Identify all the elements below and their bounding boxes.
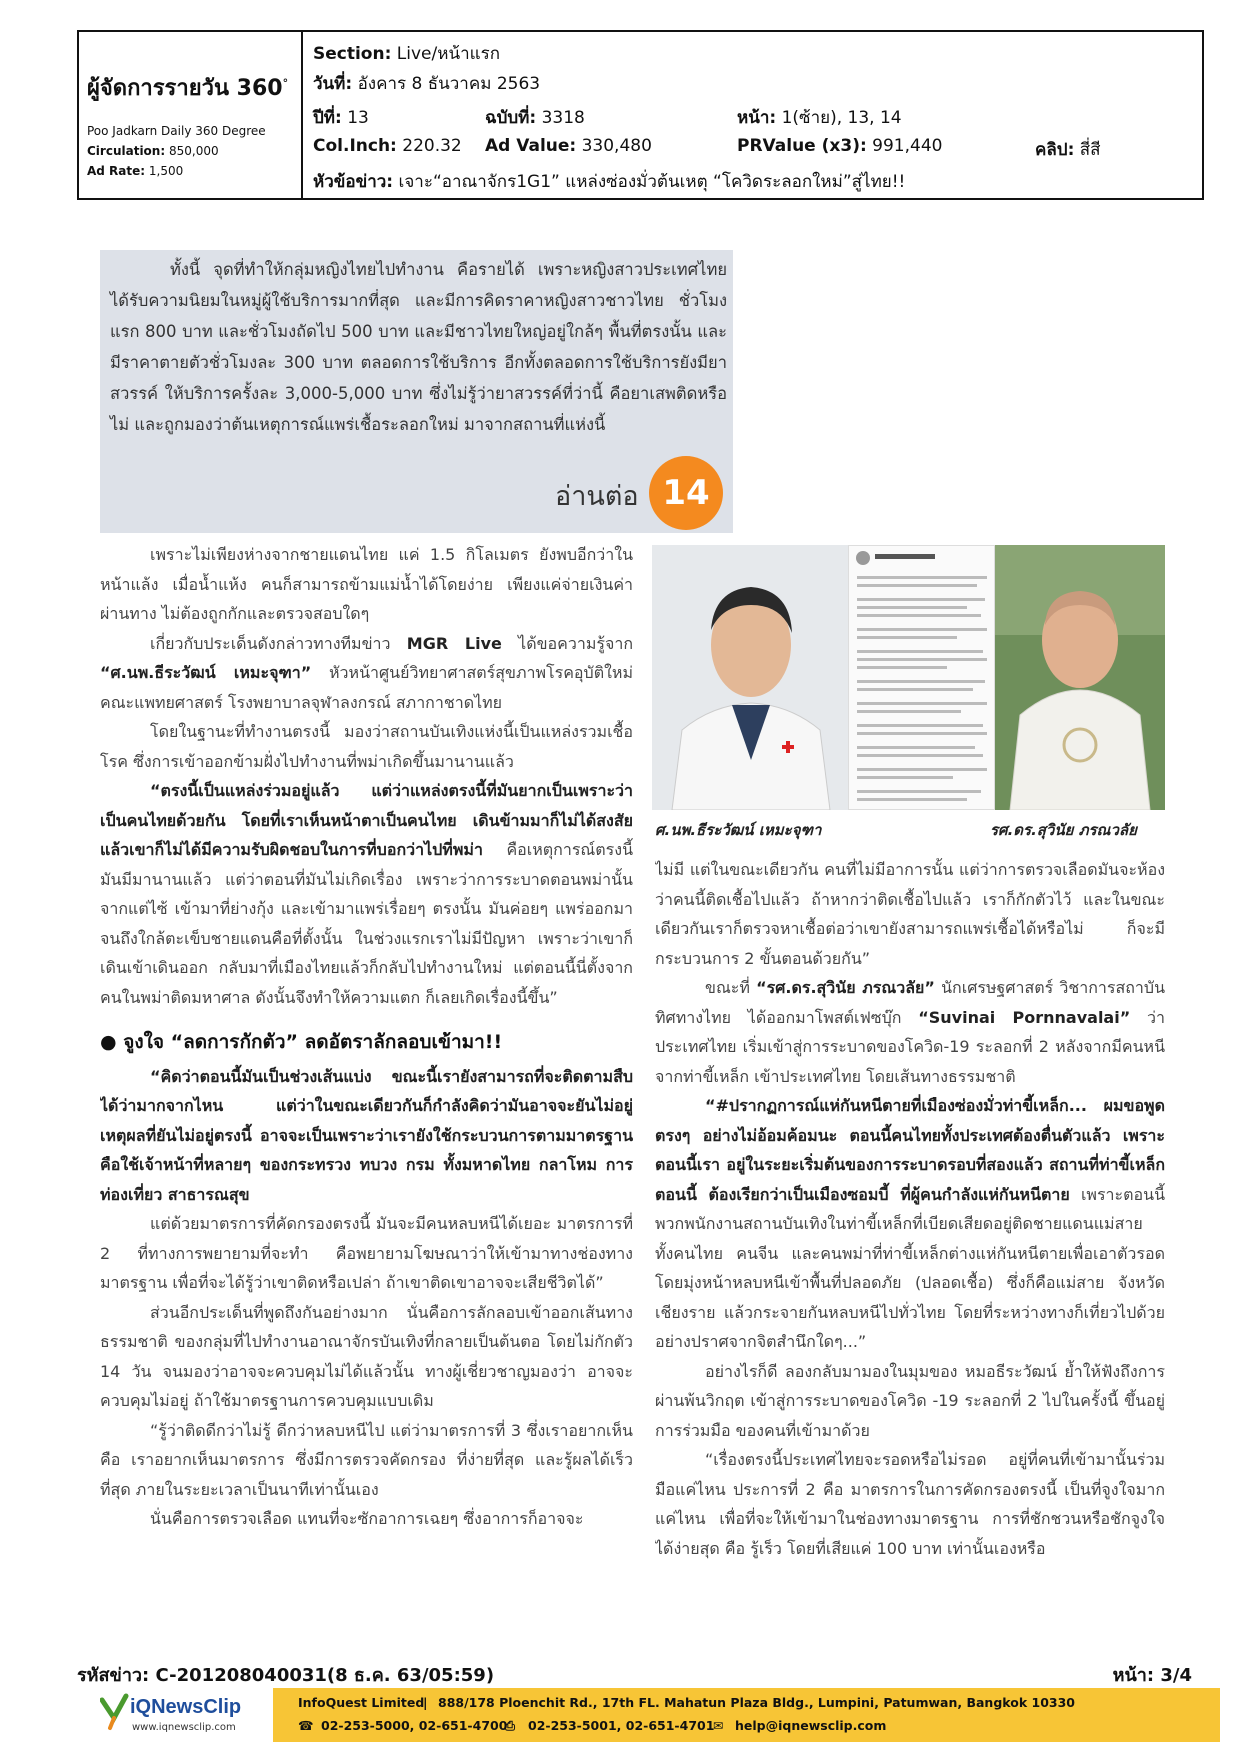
pr-value — [737, 136, 942, 156]
paragraph-text: เกี่ยวกับประเด็นดังกล่าวทางทีมข่าว — [150, 633, 391, 653]
economist-photo — [995, 545, 1165, 810]
quote-paragraph — [100, 776, 633, 1012]
headline — [313, 168, 905, 195]
paragraph: ส่วนอีกประเด็นที่พูดถึงกันอย่างมาก นั่นคือการลักลอบเข้าออกเส้นทางธรรมชาติ ของกลุ่มที่ไปทำงานอาณาจักรบันเทิงที่กลายเป็นต้นตอ โดยไม่กักตัว 14 วัน จนมองว่าอาจจะควบคุมไม่ได้แล้วนั้น ทางผู้เชี่ยวชาญมองว่า อาจจะควบคุมไม่อยู่ ถ้าใช้มาตรฐานการควบคุมแบบเดิม — [100, 1302, 633, 1410]
year — [313, 104, 369, 131]
email-address[interactable]: help@iqnewsclip.com — [735, 1718, 887, 1733]
mgr-live-name: MGR Live — [406, 633, 502, 653]
read-more-page-badge: 14 — [649, 456, 723, 530]
publication-degree-mark: ° — [282, 76, 289, 90]
news-code — [77, 1660, 494, 1689]
clip-metadata — [305, 32, 1202, 198]
paragraph — [655, 973, 1165, 1091]
paragraph — [100, 629, 633, 718]
paragraph-text: ได้ขอความรู้จาก — [518, 633, 633, 653]
economist-name: “รศ.ดร.สุวินัย ภรณวลัย” — [756, 978, 935, 997]
col-inch — [313, 136, 462, 156]
ad-rate-value: 1,500 — [148, 164, 184, 178]
section-label: Section: — [313, 44, 392, 64]
page-label: หน้า: — [737, 108, 777, 128]
paragraph-text: ขณะที่ — [705, 978, 750, 997]
footer-contact-bar — [273, 1688, 1220, 1742]
clip-type-label: คลิป: — [1035, 140, 1075, 160]
teaser-text: ทั้งนี้ จุดที่ทำให้กลุ่มหญิงไทยไปทำงาน คือรายได้ เพราะหญิงสาวประเทศไทย ได้รับความนิยมในหมู่ผู้ใช้บริการมากที่สุด และมีการคิดราคาหญิงสาวชาวไทย ชั่วโมงแรก 800 บาท และชั่วโมงถัดไป 500 บาท และมีชาวไทยใหญ่อยู่ใกล้ๆ พื้นที่ตรงนั้น และมีราคาตายตัวชั่วโมงละ 300 บาท ตลอดการใช้บริการ อีกทั้งตลอดการใช้บริการยังมียาสวรรค์ ให้บริการครั้งละ 3,000-5,000 บาท ซึ่งไม่รู้ว่ายาสวรรค์ที่ว่านี้ คือยาเสพติดหรือไม่ และถูกมองว่าต้นเหตุการณ์แพร่เชื้อระลอกใหม่ มาจากสถานที่แห่งนี้ — [110, 260, 727, 434]
issue-label: ฉบับที่: — [485, 108, 537, 128]
ad-value-value: 330,480 — [581, 136, 652, 156]
paragraph: โดยในฐานะที่ทำงานตรงนี้ มองว่าสถานบันเทิงแห่งนี้เป็นแหล่งรวมเชื้อโรค ซึ่งการเข้าออกข้ามฝั่งไปทำงานที่พม่าเกิดขึ้นมานานแล้ว — [100, 722, 633, 771]
quote-paragraph — [655, 1091, 1165, 1357]
phone-icon: ☎ — [298, 1718, 314, 1733]
headline-label: หัวข้อข่าว: — [313, 172, 394, 192]
paragraph: แต่ด้วยมาตรการที่คัดกรองตรงนี้ มันจะมีคนหลบหนีได้เยอะ มาตรการที่ 2 ที่ทางการพยายามที่จะทำ คือพยายามโฆษณาว่าให้เข้ามาทางช่องทางมาตรฐาน เพื่อที่จะได้รู้ว่าเขาติดหรือเปล่า ถ้าเขาติดเขาอาจจะเสียชีวิตได้” — [100, 1214, 633, 1292]
left-column — [100, 540, 633, 1600]
quote-text: “#ปรากฏการณ์แห่กันหนีตายที่เมืองซ่องมั่วท่าขี้เหล็ก... ผมขอพูดตรงๆ อย่างไม่อ้อมค้อมนะ ตอนนี้คนไทยทั้งประเทศต้องตื่นตัวแล้ว เพราะตอนนี้เรา อยู่ในระยะเริ่มต้นของการระบาดรอบที่สองแล้ว สถานที่ท่าขี้เหล็กตอนนี้ ต้องเรียกว่าเป็นเมืองซอมบี้ ที่ผู้คนกำลังแห่กันหนีตาย — [655, 1096, 1165, 1204]
phone-number: 02-253-5000, 02-651-4700 — [321, 1718, 508, 1733]
company-address: 888/178 Ploenchit Rd., 17th FL. Mahatun Plaza Bldg., Lumpini, Patumwan, Bangkok 10330 — [438, 1695, 1075, 1710]
facebook-page-name: “Suvinai Pornnavalai” — [918, 1007, 1131, 1027]
email-icon: ✉ — [713, 1718, 724, 1733]
ad-value — [485, 136, 652, 156]
expert-name: “ศ.นพ.ธีระวัฒน์ เหมะจุฑา” — [100, 663, 312, 682]
circulation — [87, 144, 219, 158]
year-label: ปีที่: — [313, 108, 342, 128]
paragraph-text: นักเศรษฐศาสตร์ วิชาการสถาบันทิศทางไทย ได้ออกมาโพสต์เฟซบุ๊ก — [655, 978, 1165, 1027]
page-counter-label: หน้า: — [1112, 1665, 1155, 1686]
company-name: InfoQuest Limited — [298, 1695, 425, 1710]
logo-url: www.iqnewsclip.com — [132, 1722, 236, 1733]
doctor-photo — [652, 545, 850, 810]
facebook-post-screenshot — [848, 545, 995, 810]
paragraph-text: เพราะตอนนี้พวกพนักงานสถานบันเทิงในท่าขี้เหล็กที่เบียดเสียดอยู่ติดชายแดนแม่สายทั้งคนไทย คนจีน และคนพม่าที่ท่าขี้เหล็กต่างแห่กันหนีตายเพื่อเอาตัวรอด โดยมุ่งหน้าหลบหนีเข้าพื้นที่ปลอดภัย (ปลอดเชื้อ) ซึ่งก็คือแม่สาย จังหวัดเชียงราย แล้วกระจายกันหลบหนีไปทั่วไทย โดยที่ระหว่างทางก็เที่ยวไปด้วย อย่างปราศจากจิตสำนึกใดๆ...” — [655, 1184, 1165, 1351]
paragraph-text: คือเหตุการณ์ตรงนี้มันมีมานานแล้ว แต่ว่าตอนที่มันไม่เกิดเรื่อง เพราะว่าการระบาดตอนพม่านั้น จากแต่ไซ้ เข้ามาที่ย่างกุ้ง และเข้ามาแพร่เรื่อยๆ ตรงนั้น มันค่อยๆ แพร่ออกมา จนถึงใกล้ตะเข็บชายแดนคือที่ตั้งนั้น ในช่วงแรกเราไม่มีปัญหา เพราะว่าเขาก็เดินเข้าเดินออก กลับมาที่เมืองไทยแล้วก็กลับไปทำงานใหม่ แต่ตอนนี้นี่ตั้งจากคนในพม่าติดมหาศาล ดังนั้นจึงทำให้ความแตก ก็เลยเกิดเรื่องนี้ขึ้น” — [100, 840, 633, 1007]
iqnewsclip-logo[interactable] — [100, 1690, 250, 1738]
quote-paragraph: “คิดว่าตอนนี้มันเป็นช่วงเส้นแบ่ง ขณะนี้เรายังสามารถที่จะติดตามสืบได้ว่ามากจากไหน แต่ว่าในขณะเดียวกันก็กำลังคิดว่ามันอาจจะยันไม่อยู่ เหตุผลที่ยันไม่อยู่ตรงนี้ อาจจะเป็นเพราะว่าเรายังใช้กระบวนการตามมาตรฐาน คือใช้เจ้าหน้าที่หลายๆ ของกระทรวง ทบวง กรม ทั้งมหาดไทย กลาโหม การท่องเที่ยว สาธารณสุข — [100, 1066, 633, 1204]
date-label: วันที่: — [313, 74, 353, 94]
fax-number: 02-253-5001, 02-651-4701 — [528, 1718, 715, 1733]
subheading: ● จูงใจ “ลดการกักตัว” ลดอัตราลักลอบเข้ามา!! — [100, 1031, 503, 1053]
section — [313, 40, 500, 67]
paragraph-text: หัวหน้าศูนย์วิทยาศาสตร์สุขภาพโรคอุบัติใหม่ คณะแพทยศาสตร์ โรงพยาบาลจุฬาลงกรณ์ สภากาชาดไทย — [100, 663, 633, 712]
ad-value-label: Ad Value: — [485, 136, 577, 156]
date — [313, 70, 540, 97]
col-inch-value: 220.32 — [402, 136, 462, 156]
economist-photo-caption: รศ.ดร.สุวินัย ภรณวลัย — [990, 821, 1137, 839]
fax-icon: ⎙ — [505, 1718, 516, 1733]
paragraph: เพราะไม่เพียงห่างจากชายแดนไทย แค่ 1.5 กิโลเมตร ยังพบอีกว่าในหน้าแล้ง เมื่อน้ำแห้ง คนก็สามารถข้ามแม่น้ำได้โดยง่าย เพียงแค่จ่ายเงินค่าผ่านทาง ไม่ต้องถูกกักและตรวจสอบใดๆ — [100, 545, 633, 623]
teaser-box — [100, 250, 733, 533]
circulation-label: Circulation: — [87, 144, 166, 158]
paragraph: “รู้ว่าติดดีกว่าไม่รู้ ดีกว่าหลบหนีไป แต่ว่ามาตรการที่ 3 ซึ่งเราอยากเห็น คือ เราอยากเห็นมาตรการ ซึ่งมีการตรวจคัดกรอง ที่ง่ายที่สุด และรู้ผลได้เร็วที่สุด ภายในระยะเวลาเป็นนาทีเท่านั้นเอง — [100, 1420, 633, 1499]
facebook-post-image — [849, 546, 995, 810]
clipping-header — [77, 30, 1204, 200]
publication-info — [79, 32, 303, 198]
pr-value-label: PRValue (x3): — [737, 136, 867, 156]
right-column — [655, 855, 1165, 1600]
publication-name-text: ผู้จัดการรายวัน 360 — [87, 76, 283, 101]
page — [737, 104, 902, 131]
publication-name — [87, 70, 288, 105]
paragraph: อย่างไรก็ดี ลองกลับมามองในมุมของ หมอธีระวัฒน์ ย้ำให้ฟังถึงการผ่านพ้นวิกฤต เข้าสู่การระบาดของโควิด -19 ระลอกที่ 2 ไปในครั้งนี้ ขึ้นอยู่การร่วมมือ ของคนที่เข้ามาด้วย — [655, 1361, 1165, 1440]
paragraph: ไม่มี แต่ในขณะเดียวกัน คนที่ไม่มีอาการนั้น แต่ว่าการตรวจเลือดมันจะห้องว่าคนนี้ติดเชื้อไปแล้ว ถ้าหากว่าติดเชื้อไปแล้ว เราก็กักตัวไว้ และในขณะเดียวกันเราก็ตรวจหาเชื้อต่อว่าเขายังสามารถแพร่เชื้อได้หรือไม่ ก็จะมีกระบวนการ 2 ขั้นตอนด้วยกัน” — [655, 860, 1165, 968]
divider: | — [423, 1695, 428, 1710]
logo-wordmark: iQNewsClip — [130, 1696, 242, 1718]
circulation-value: 850,000 — [168, 144, 219, 158]
news-code-value: C-201208040031(8 ธ.ค. 63/05:59) — [155, 1665, 495, 1686]
issue — [485, 104, 585, 131]
issue-value: 3318 — [541, 108, 585, 128]
paragraph: นั่นคือการตรวจเลือด แทนที่จะซักอาการเฉยๆ ซึ่งอาการก็อาจจะ — [150, 1509, 584, 1528]
quote-text: “ตรงนี้เป็นแหล่งร่วมอยู่แล้ว แต่ว่าแหล่งตรงนี้ที่มันยากเป็นเพราะว่าเป็นคนไทยด้วยกัน โดยที่เราเห็นหน้าตาเป็นคนไทย เดินข้ามมาก็ไม่ได้สงสัย แล้วเขาก็ไม่ได้มีความรับผิดชอบในการที่บอกว่าไปที่พม่า — [100, 781, 633, 859]
pr-value-value: 991,440 — [872, 136, 943, 156]
col-inch-label: Col.Inch: — [313, 136, 397, 156]
ad-rate-label: Ad Rate: — [87, 164, 146, 178]
date-value: อังคาร 8 ธันวาคม 2563 — [357, 74, 541, 94]
publication-english-name: Poo Jadkarn Daily 360 Degree — [87, 124, 266, 138]
year-value: 13 — [347, 108, 369, 128]
page-value: 1(ซ้าย), 13, 14 — [781, 108, 902, 128]
section-value: Live/หน้าแรก — [396, 44, 500, 64]
paragraph: “เรื่องตรงนี้ประเทศไทยจะรอดหรือไม่รอด อยู่ที่คนที่เข้ามานั้นร่วมมือแค่ไหน ประการที่ 2 คือ มาตรการในการคัดกรองตรงนี้ เป็นที่จูงใจมากแค่ไหน เพื่อที่จะให้เข้ามาในช่องทางมาตรฐาน การที่ชักชวนหรือชักจูงใจได้ง่ายสุด คือ รู้เร็ว โดยที่เสียแค่ 100 บาท เท่านั้นเองหรือ — [655, 1450, 1165, 1558]
headline-value: เจาะ“อาณาจักร1G1” แหล่งซ่องมั่วต้นเหตุ “โควิดระลอกใหม่”สู่ไทย!! — [398, 172, 906, 192]
clip-type-value: สี่สี — [1079, 140, 1101, 160]
page-counter — [1113, 1660, 1192, 1689]
ad-rate — [87, 164, 183, 178]
economist-portrait-image — [995, 545, 1165, 810]
doctor-portrait-image — [652, 545, 850, 810]
news-code-label: รหัสข่าว: — [77, 1665, 150, 1686]
clip-type — [1035, 136, 1101, 163]
doctor-photo-caption: ศ.นพ.ธีระวัฒน์ เหมะจุฑา — [655, 821, 822, 839]
paragraph-text: ว่าประเทศไทย เริ่มเข้าสู่การระบาดของโควิด-19 ระลอกที่ 2 หลังจากมีคนหนีจากท่าขี้เหล็ก เข้าประเทศไทย โดยเส้นทางธรรมชาติ — [655, 1007, 1165, 1086]
page-counter-value: 3/4 — [1160, 1665, 1192, 1686]
read-more-label: อ่านต่อ — [555, 481, 639, 512]
